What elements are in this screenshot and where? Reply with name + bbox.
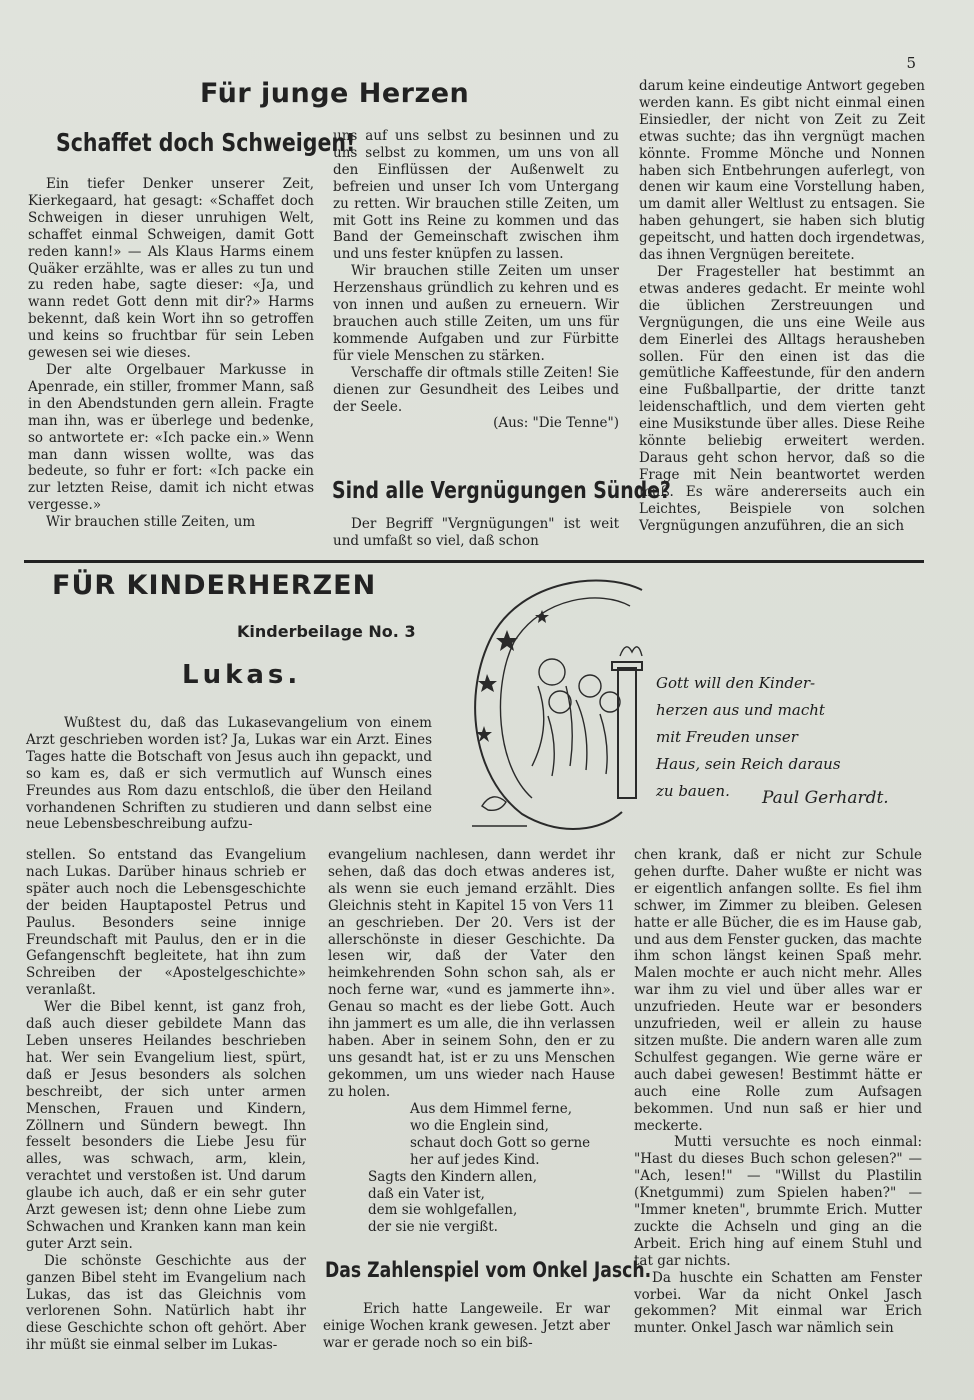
heading-zahlenspiel: Das Zahlenspiel vom Onkel Jasch. <box>325 1258 652 1282</box>
section-title-kinderherzen: FÜR KINDERHERZEN <box>52 570 377 601</box>
quote-signature: Paul Gerhardt. <box>762 788 889 808</box>
paragraph: Wir brauchen stille Zeiten, um <box>46 514 256 531</box>
poem-line: Sagts den Kindern allen, <box>368 1168 538 1185</box>
poem-line: der sie nie vergißt. <box>368 1219 498 1236</box>
heading-vergnuegungen: Sind alle Vergnügungen Sünde? <box>332 478 671 504</box>
heading-lukas: Lukas. <box>182 660 302 690</box>
quote-line: mit Freuden unser <box>656 728 798 746</box>
poem <box>368 1101 590 1236</box>
article-schweigen-col1 <box>28 176 314 531</box>
paragraph: uns auf uns selbst zu besinnen und zu uns selbst zu kommen, um uns von all den Einflüssen der Außenwelt zu befreien und unser Ich vom Untergang zu retten. Wir brauchen stille Zeiten, um mit Gott ins Reine zu kommen und das Band der Gemeinschaft zwischen ihm und uns fester knüpfen zu lassen. <box>333 128 619 263</box>
poem-line: her auf jedes Kind. <box>410 1151 540 1168</box>
lukas-intro: Wußtest du, daß das Lukasevangelium von einem Arzt geschrieben worden ist? Ja, Lukas war ein Arzt. Eines Tages hatte die Botschaft von Jesus auch ihn gepackt, und so kam es, daß er sich vermutlich auf Wunsch eines Freundes aus Rom dazu entschloß, die über den Heiland vorhandenen Schriften zu studieren und dann selbst eine neue Lebensbeschreibung aufzu- <box>26 715 432 833</box>
quote-line: zu bauen. <box>656 782 730 800</box>
paragraph: stellen. So entstand das Evangelium nach Lukas. Darüber hinaus schrieb er später auch noch die Lebensgeschichte der beiden Hauptapostel Petrus und Paulus. Besonders seine innige Freundschaft mit Paulus, den er in die Gefangenschft begleitete, hat ihn zum Schreiben der «Apostelgeschichte» veranlaßt. <box>26 847 306 999</box>
star-shape <box>496 630 518 651</box>
article-schweigen-col2 <box>333 128 619 432</box>
paragraph: darum keine eindeutige Antwort gegeben werden kann. Es gibt nicht einmal einen Einsiedler, der nicht von Zeit zu Zeit etwas suchte; das ihn vergnügt machen könnte. Fromme Mönche und Nonnen haben sich Entbehrungen auferlegt, von denen wir kaum eine Vorstellung haben, um damit aller Weltlust zu entsagen. Sie haben gehungert, sie haben sich blutig gepeitscht, und hatten doch irgendetwas, das ihnen Vergnügen bereitete. <box>639 78 925 264</box>
paragraph: Die schönste Geschichte aus der ganzen Bibel steht im Evangelium nach Lukas, das ist das Gleichnis vom verlorenen Sohn. Natürlich habt ihr diese Geschichte schon oft gehört. Aber ihr müßt sie einmal selber im Lukas- <box>26 1252 306 1354</box>
paragraph: Wir brauchen stille Zeiten um unser Herzenshaus gründlich zu kehren und es von innen und außen zu erneuern. Wir brauchen auch stille Zeiten, um uns für kommende Aufgaben und zur Fürbitte für viele Menschen zu stärken. <box>333 263 619 364</box>
zahlenspiel-col3 <box>634 847 922 1337</box>
paragraph: Der alte Orgelbauer Markusse in Apenrade, ein stiller, frommer Mann, saß in den Abendstunden gern allein. Fragte man ihn, was er überlege und bedenke, so antwortete er: «Ich packe ein.» Wenn man dann wissen wollte, was das bedeute, so fuhr er fort: «Ich packe ein zur letzten Reise, damit ich nicht etwas vergesse.» <box>28 361 314 514</box>
paragraph: Verschaffe dir oftmals stille Zeiten! Sie dienen zur Gesundheit des Leibes und der Seele. <box>333 364 619 415</box>
source-citation: (Aus: "Die Tenne") <box>493 415 619 432</box>
quote-line: herzen aus und macht <box>656 701 825 719</box>
article-vergnuegungen-col3 <box>639 78 925 534</box>
poem-line: Aus dem Himmel ferne, <box>410 1101 573 1117</box>
poem-line: daß ein Vater ist, <box>368 1185 485 1202</box>
paragraph: Mutti versuchte es noch einmal: "Hast du dieses Buch schon gelesen?" — "Ach, lesen!" — "Willst du Plastilin (Knetgummi) zum Spielen haben?" — "Immer kneten", brummte Erich. Mutter zuckte die Achseln und ging an die Arbeit. Erich hing auf einem Stuhl und tat gar nichts. <box>634 1134 922 1269</box>
poem-line: dem sie wohlgefallen, <box>368 1202 518 1219</box>
initial-g-illustration <box>452 576 652 838</box>
section-divider <box>24 560 924 563</box>
quote-line: Gott will den Kinder- <box>656 674 816 692</box>
paragraph: Der Fragesteller hat bestimmt an etwas anderes gedacht. Er meinte wohl die üblichen Zerstreuungen und Vergnügungen, die uns eine Weile aus dem Einerlei des Alltags herausheben sollen. Für den einen ist das die gemütliche Kaffeestunde, für den andern eine Fußballpartie, der dritte tanzt leidenschaftlich, und dem vierten geht eine Musikstunde über alles. Diese Reihe könnte beliebig erweitert werden. Daraus geht schon hervor, daß so die Frage mit Nein beantwortet werden muß. Es wäre andererseits auch ein Leichtes, Beispiele von solchen Vergnügungen anzuführen, die an sich <box>639 263 925 534</box>
toy-horse <box>482 797 506 810</box>
section-title-junge-herzen: Für junge Herzen <box>200 78 470 109</box>
poem-line: wo die Englein sind, <box>410 1117 549 1134</box>
paragraph: Wer die Bibel kennt, ist ganz froh, daß auch dieser gebildete Mann das Leben unseres Heilandes beschrieben hat. Wer sein Evangelium liest, spürt, daß er Jesus besonders als solchen beschreibt, der sich unter armen Menschen, Frauen und Kindern, Zöllnern und Sündern bewegt. Ihn fesselt besonders die Liebe Jesu für alles, was schwach, arm, klein, verachtet und verstoßen ist. Und darum glaube ich auch, daß er ein sehr guter Arzt gewesen ist; denn ohne Liebe zum Schwachen und Kranken kann man kein guter Arzt sein. <box>26 999 306 1252</box>
handwritten-quote <box>656 670 841 805</box>
lukas-col1 <box>26 847 306 1354</box>
paragraph: Da huschte ein Schatten am Fenster vorbei. War da nicht Onkel Jasch gekommen? Mit einmal war Erich munter. Onkel Jasch war nämlich sein <box>634 1269 922 1337</box>
article-vergnuegungen-start: Der Begriff "Vergnügungen" ist weit und umfaßt so viel, daß schon <box>333 516 619 549</box>
paragraph: Ein tiefer Denker unserer Zeit, Kierkegaard, hat gesagt: «Schaffet doch Schweigen in dieser unruhigen Welt, schaffet einmal Schweigen, damit Gott reden kann!» — Als Klaus Harms einem Quäker erzählte, was er alles zu tun und zu reden habe, sagte dieser: «Ja, und wann redet Gott denn mit dir?» Harms bekennt, daß kein Wort ihn so getroffen und keins so fruchtbar für sein Leben gewesen sei wie dieses. <box>28 176 314 362</box>
poem-line: schaut doch Gott so gerne <box>410 1134 591 1151</box>
lukas-col2: evangelium nachlesen, dann werdet ihr sehen, daß das doch etwas anderes ist, als wenn sie euch jemand erzählt. Dies Gleichnis steht in Kapitel 15 von Vers 11 an geschrieben. Der 20. Vers ist der allerschönste in dieser Geschichte. Da lesen wir, daß der Vater den heimkehrenden Sohn schon sah, als er noch ferne war, «und es jammerte ihn». Genau so macht es der liebe Gott. Auch ihn jammert es um alle, die ihn verlassen haben. Aber in seinem Sohn, den er zu uns gesandt hat, ist er zu uns Menschen gekommen, um uns wieder nach Hause zu holen. <box>328 847 615 1100</box>
pillar <box>618 668 636 798</box>
supplement-subtitle: Kinderbeilage No. 3 <box>237 622 416 641</box>
quote-line: Haus, sein Reich daraus <box>656 755 841 773</box>
plant-pot <box>620 647 642 656</box>
paragraph: chen krank, daß er nicht zur Schule gehen durfte. Daher wußte er nicht was er eigentlich anfangen sollte. Es fiel ihm schwer, im Zimmer zu bleiben. Gelesen hatte er alle Bücher, die es im Hause gab, und aus dem Fenster gucken, das machte ihm schon längst keinen Spaß mehr. Malen mochte er auch nicht mehr. Alles war ihm zu viel und über alles war er unzufrieden. Heute war er besonders unzufrieden, weil er allein zu hause sitzen mußte. Die andern waren alle zum Schulfest gegangen. Wie gerne wäre er auch dabei gewesen! Bestimmt hätte er auch eine Rolle zum Aufsagen bekommen. Und nun saß er hier und meckerte. <box>634 847 922 1134</box>
zahlenspiel-start: Erich hatte Langeweile. Er war einige Wochen krank gewesen. Jetzt aber war er gerade noch so ein biß- <box>323 1301 610 1351</box>
heading-schaffet-doch-schweigen: Schaffet doch Schweigen! <box>56 128 356 157</box>
page-number: 5 <box>906 54 916 72</box>
